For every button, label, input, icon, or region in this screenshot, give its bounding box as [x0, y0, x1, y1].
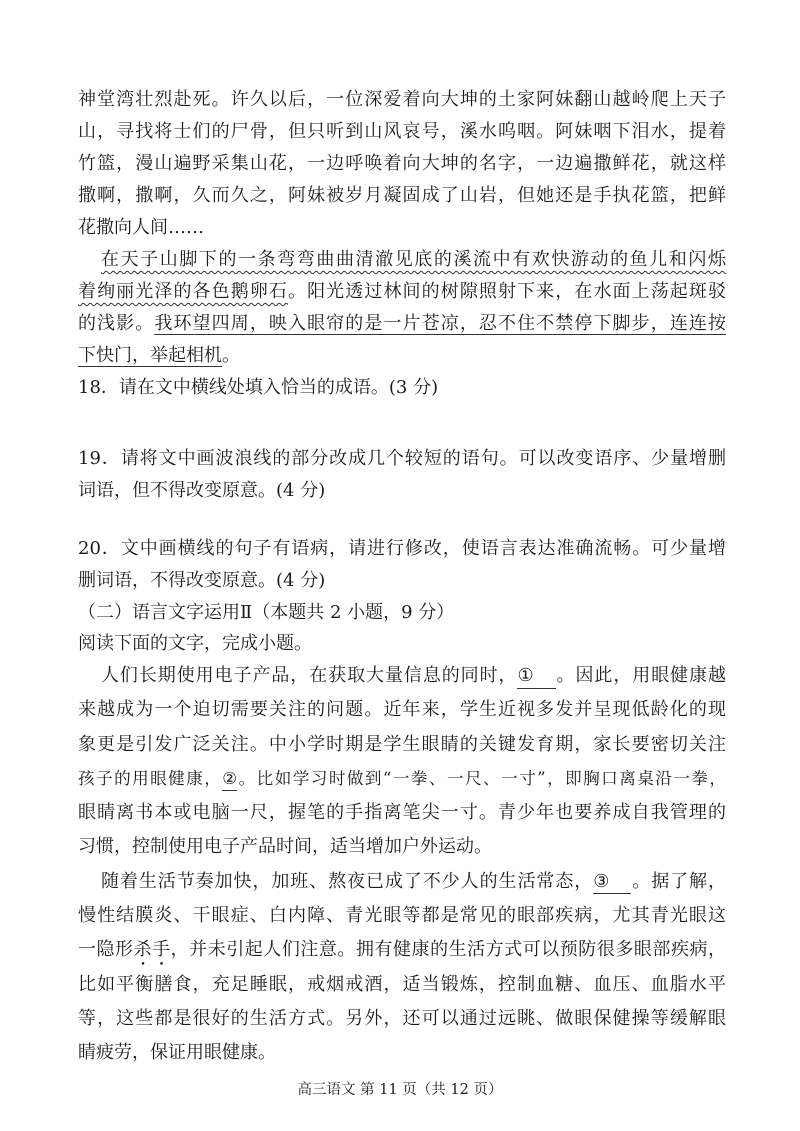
wavy-underlined-text: 在天子山脚下的一条弯弯曲曲清澈见底的溪流中有欢快游动的鱼儿和闪烁	[101, 249, 726, 270]
passage-tianzi-mountain	[78, 244, 726, 372]
blank-3: ③	[593, 871, 631, 895]
story-line: 花撒向人间……	[78, 217, 204, 238]
question-text: 19．请将文中画波浪线的部分改成几个较短的语句。可以改变语序、少量增删	[78, 448, 726, 469]
passage2-line	[78, 340, 726, 372]
plain-text: 随着生活节奏加快，加班、熬夜已成了不少人的生活常态，	[101, 870, 594, 892]
passage4-line	[78, 865, 726, 899]
section-heading: （二）语言文字运用Ⅱ（本题共 2 小题，9 分）	[78, 602, 455, 623]
blank-1: ①	[517, 665, 555, 689]
passage3-line: 来越成为一个迫切需要关注的问题。近年来，学生近视多发并呈现低龄化的现	[78, 699, 726, 721]
reading-passage	[78, 659, 726, 1071]
passage2-line	[78, 276, 726, 308]
page-content	[78, 84, 726, 1071]
question-text: 词语，但不得改变原意。(4 分)	[78, 480, 326, 501]
passage-eye-health-2	[78, 865, 726, 1071]
plain-text: 。因此，用眼健康越	[555, 665, 727, 686]
passage4-line: 比如平衡膳食，充足睡眠，戒烟戒酒，适当锻炼，控制血糖、血压、血脂水平	[78, 973, 726, 995]
page-footer: 高三语文 第 11 页（共 12 页）	[297, 1082, 503, 1098]
passage2-line	[78, 244, 726, 276]
question-18	[78, 372, 726, 404]
passage-story	[78, 84, 726, 244]
passage2-line	[78, 308, 726, 340]
question-text: 20．文中画横线的句子有语病，请进行修改，使语言表达准确流畅。可少量增	[78, 538, 726, 559]
plain-text: ，并未引起人们注意。拥有健康的生活方式可以预防很多眼部疾病，	[170, 939, 727, 961]
story-line: 竹篮，漫山遍野采集山花，一边呼唤着向大坤的名字，一边遍撒鲜花，就这样	[78, 153, 726, 174]
question-20	[78, 533, 726, 597]
question-text: 18．请在文中横线处填入恰当的成语。(3 分)	[78, 377, 439, 398]
plain-text: 。据了解，	[631, 870, 726, 892]
passage3-line	[78, 762, 726, 796]
passage3-line: 习惯，控制使用电子产品时间，适当增加户外运动。	[78, 836, 492, 858]
underlined-sentence: 下快门，举起相机	[78, 345, 222, 366]
wavy-underlined-text: 着绚丽光泽的各色鹅卵石	[78, 281, 288, 302]
passage3-line	[78, 659, 726, 693]
passage4-line	[78, 933, 726, 967]
plain-text: 的浅影。	[78, 313, 155, 334]
passage4-line: 等，这些都是很好的生活方式。另外，还可以通过远眺、做眼保健操等缓解眼	[78, 1007, 726, 1029]
story-line: 神堂湾壮烈赴死。许久以后，一位深爱着向大坤的土家阿妹翻山越岭爬上天子	[78, 89, 726, 110]
story-line: 山，寻找将士们的尸骨，但只听到山风哀号，溪水呜咽。阿妹咽下泪水，提着	[78, 121, 726, 142]
plain-text: 。	[222, 345, 240, 366]
passage3-line: 眼睛离书本或电脑一尺，握笔的手指离笔尖一寸。青少年也要养成自我管理的	[78, 802, 726, 824]
passage-eye-health-1	[78, 659, 726, 865]
story-line: 撒啊，撒啊，久而久之，阿妹被岁月凝固成了山岩，但她还是手执花篮，把鲜	[78, 185, 726, 206]
plain-text: 一隐形	[78, 939, 134, 961]
blank-2: ②	[222, 769, 237, 791]
passage4-line: 睛疲劳，保证用眼健康。	[78, 1042, 276, 1064]
plain-text: 孩子的用眼健康，	[78, 768, 223, 788]
emphasized-word: 杀手	[133, 939, 171, 961]
question-19	[78, 443, 726, 507]
plain-text: 人们长期使用电子产品，在获取大量信息的同时，	[101, 665, 518, 686]
underlined-sentence: 我环望四周，映入眼帘的是一片苍凉，忍不住不禁停下脚步，连连按	[154, 313, 727, 334]
section-instruction: 阅读下面的文字，完成小题。	[78, 633, 312, 654]
plain-text: 。阳光透过林间的树隙照射下来，在水面上荡起斑驳	[288, 281, 726, 302]
question-text: 删词语，不得改变原意。(4 分)	[78, 570, 326, 591]
passage4-line: 慢性结膜炎、干眼症、白内障、青光眼等都是常见的眼部疾病，尤其青光眼这	[78, 905, 726, 927]
plain-text: 。比如学习时做到“一拳、一尺、一寸”，即胸口离桌沿一拳，	[237, 768, 726, 788]
passage3-line: 象更是引发广泛关注。中小学时期是学生眼睛的关键发育期，家长要密切关注	[78, 733, 726, 755]
